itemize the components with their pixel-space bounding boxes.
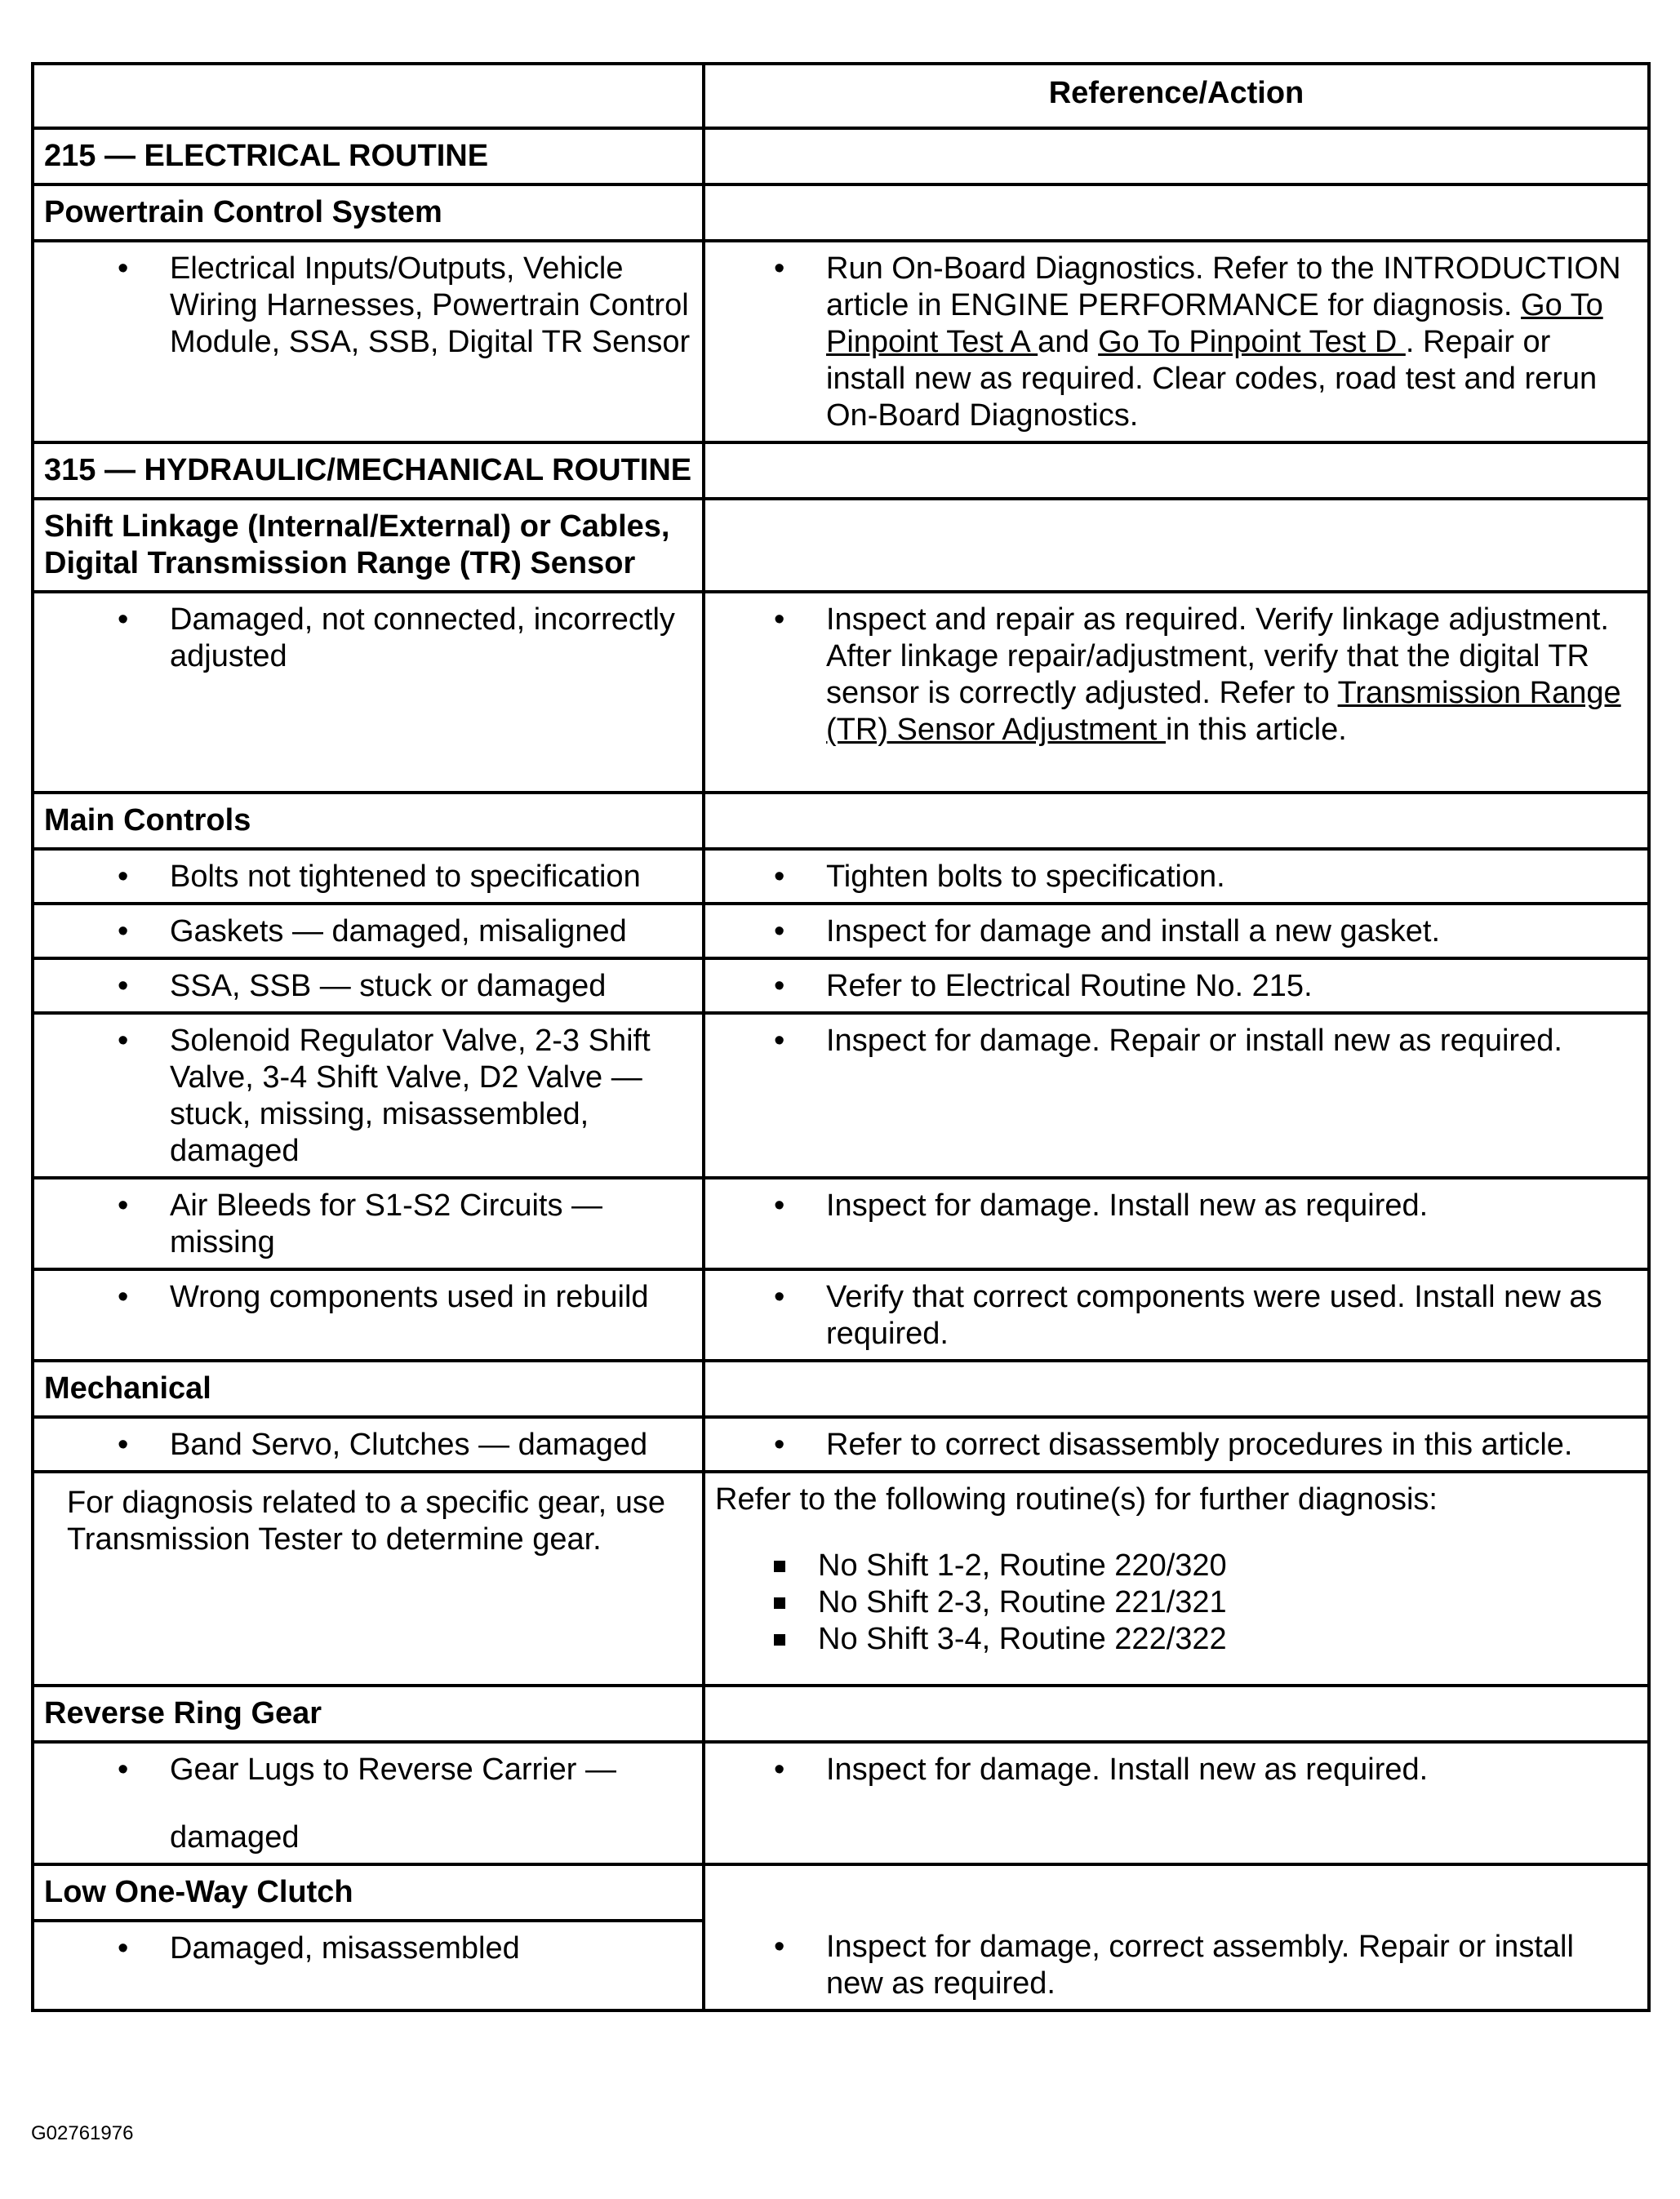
section-row-315	[33, 442, 1649, 499]
diagnosis-table	[31, 62, 1651, 2012]
subsection-title: Mechanical	[33, 1361, 704, 1417]
action-text: Inspect for damage. Install new as required.	[826, 1753, 1429, 1787]
bullet-icon: •	[118, 914, 129, 948]
bullet-icon: •	[118, 251, 129, 286]
cause-text: Gaskets — damaged, misaligned	[170, 914, 627, 948]
action-cell	[704, 1742, 1649, 1864]
bullet-icon: •	[774, 251, 785, 286]
subsection-title: Shift Linkage (Internal/External) or Cables, Digital Transmission Range (TR) Sensor	[33, 499, 704, 592]
empty-cell	[704, 499, 1649, 592]
routine-link[interactable]: No Shift 3-4, Routine 222/322	[818, 1622, 1227, 1656]
action-cell	[704, 241, 1649, 442]
cause-cell	[33, 1921, 704, 2010]
subsection-row-reverse-ring-gear	[33, 1686, 1649, 1742]
routine-intro-text: Refer to the following routine(s) for further diagnosis:	[715, 1482, 1438, 1517]
gear-note-cell: For diagnosis related to a specific gear, use Transmission Tester to determine gear.	[33, 1472, 704, 1686]
empty-cell	[704, 1361, 1649, 1417]
square-bullet-icon	[774, 1561, 785, 1572]
bullet-icon: •	[774, 1280, 785, 1314]
square-bullet-icon	[774, 1597, 785, 1609]
bullet-icon: •	[774, 602, 785, 637]
cause-text-part: damaged	[170, 1820, 300, 1855]
bullet-icon: •	[118, 1024, 129, 1058]
subsection-title: Powertrain Control System	[33, 184, 704, 241]
bullet-icon: •	[118, 1188, 129, 1223]
bullet-icon: •	[774, 1753, 785, 1787]
cause-text: Wrong components used in rebuild	[170, 1280, 649, 1314]
action-cell	[704, 592, 1649, 793]
empty-cell	[704, 184, 1649, 241]
header-cell-reference-action: Reference/Action	[704, 64, 1649, 128]
table-row	[33, 1178, 1649, 1269]
bullet-icon: •	[118, 860, 129, 894]
bullet-icon: •	[774, 1188, 785, 1223]
action-text: Verify that correct components were used. Install new as required.	[826, 1280, 1602, 1351]
action-text-part: in this article.	[1166, 713, 1347, 747]
action-cell	[704, 849, 1649, 904]
table-row	[33, 1417, 1649, 1472]
subsection-title: Reverse Ring Gear	[33, 1686, 704, 1742]
empty-cell	[704, 793, 1649, 849]
table-row	[33, 1742, 1649, 1864]
bullet-icon: •	[774, 1428, 785, 1462]
bullet-icon: •	[774, 914, 785, 948]
cause-text	[170, 1752, 692, 1856]
cause-cell	[33, 958, 704, 1013]
pinpoint-test-d-link[interactable]: Go To Pinpoint Test D	[1098, 325, 1406, 359]
action-text	[826, 251, 1638, 434]
routine-link[interactable]: No Shift 2-3, Routine 221/321	[818, 1585, 1227, 1619]
action-text	[826, 602, 1638, 749]
subsection-row-shift-linkage	[33, 499, 1649, 592]
subsection-row-main-controls	[33, 793, 1649, 849]
subsection-title: Low One-Way Clutch	[33, 1864, 704, 1921]
action-text: Inspect for damage, correct assembly. Repair or install new as required.	[826, 1930, 1574, 2001]
table-row	[33, 958, 1649, 1013]
bullet-icon: •	[118, 1428, 129, 1462]
table-header-row	[33, 64, 1649, 128]
empty-cell	[704, 1686, 1649, 1742]
section-row-215	[33, 128, 1649, 184]
table-row	[33, 904, 1649, 958]
gear-note-row	[33, 1472, 1649, 1686]
table-row	[33, 1269, 1649, 1361]
section-title: 215 — ELECTRICAL ROUTINE	[33, 128, 704, 184]
cause-text: Band Servo, Clutches — damaged	[170, 1428, 648, 1462]
action-text: Refer to correct disassembly procedures in this article.	[826, 1428, 1573, 1462]
action-text-part: . Repair or install new as required. Clear codes, road test and rerun On-Board Diagnostics.	[826, 325, 1598, 433]
figure-code: G02761976	[31, 2122, 134, 2144]
bullet-icon: •	[118, 1280, 129, 1314]
subsection-title: Main Controls	[33, 793, 704, 849]
action-text-part: and	[1038, 325, 1099, 359]
cause-cell	[33, 1742, 704, 1864]
bullet-icon: •	[774, 860, 785, 894]
cause-text: Electrical Inputs/Outputs, Vehicle Wiring Harnesses, Powertrain Control Module, SSA, SSB, Digital TR Sensor	[170, 251, 691, 359]
action-text: Refer to Electrical Routine No. 215.	[826, 969, 1313, 1003]
cause-text: Damaged, not connected, incorrectly adjusted	[170, 602, 675, 673]
action-cell	[704, 1178, 1649, 1269]
subsection-row-low-one-way-clutch	[33, 1864, 1649, 1921]
cause-cell	[33, 1269, 704, 1361]
bullet-icon: •	[118, 969, 129, 1003]
cause-text: Air Bleeds for S1-S2 Circuits — missing	[170, 1188, 603, 1259]
cause-cell	[33, 241, 704, 442]
table-row	[33, 241, 1649, 442]
table-row	[33, 592, 1649, 793]
cause-text: Solenoid Regulator Valve, 2-3 Shift Valve, 3-4 Shift Valve, D2 Valve — stuck, missing, misassembled, damaged	[170, 1024, 651, 1168]
action-text: Inspect for damage. Repair or install new as required.	[826, 1024, 1562, 1058]
action-text: Tighten bolts to specification.	[826, 860, 1225, 894]
action-text: Inspect for damage and install a new gasket.	[826, 914, 1441, 948]
tr-sensor-adjustment-link[interactable]: Transmission Range (TR) Sensor Adjustment	[826, 676, 1621, 747]
cause-cell	[33, 1013, 704, 1178]
cause-text: Bolts not tightened to specification	[170, 860, 641, 894]
cause-cell	[33, 904, 704, 958]
cause-text: SSA, SSB — stuck or damaged	[170, 969, 607, 1003]
action-text-part: Run On-Board Diagnostics. Refer to the INTRODUCTION article in ENGINE PERFORMANCE for diagnosis.	[826, 251, 1621, 322]
bullet-icon: •	[118, 1753, 129, 1787]
empty-cell	[704, 128, 1649, 184]
header-cell-condition	[33, 64, 704, 128]
action-text-part: Inspect and repair as required. Verify linkage adjustment. After linkage repair/adjustment, verify that the digital TR sensor is correctly adjusted. Refer to	[826, 602, 1609, 710]
action-cell	[704, 958, 1649, 1013]
table-row	[33, 849, 1649, 904]
action-text: Inspect for damage. Install new as required.	[826, 1188, 1429, 1223]
routine-link[interactable]: No Shift 1-2, Routine 220/320	[818, 1548, 1227, 1583]
bullet-icon: •	[118, 602, 129, 637]
table-row	[33, 1013, 1649, 1178]
cause-cell	[33, 849, 704, 904]
cause-cell	[33, 1178, 704, 1269]
subsection-row-powertrain	[33, 184, 1649, 241]
action-cell	[704, 1417, 1649, 1472]
routine-reference-cell	[704, 1472, 1649, 1686]
cause-text: Damaged, misassembled	[170, 1931, 520, 1966]
empty-cell	[704, 442, 1649, 499]
subsection-row-mechanical	[33, 1361, 1649, 1417]
diagnosis-table-document	[31, 62, 1647, 2012]
bullet-icon: •	[118, 1931, 129, 1966]
pinpoint-test-a-link[interactable]: Go To Pinpoint Test A	[826, 288, 1603, 359]
action-cell	[704, 904, 1649, 958]
bullet-icon: •	[774, 969, 785, 1003]
action-cell	[704, 1013, 1649, 1178]
cause-cell	[33, 592, 704, 793]
bullet-icon: •	[774, 1930, 785, 1964]
square-bullet-icon	[774, 1634, 785, 1646]
action-cell	[704, 1269, 1649, 1361]
cause-cell	[33, 1417, 704, 1472]
bullet-icon: •	[774, 1024, 785, 1058]
cause-text-part: Gear Lugs to Reverse Carrier —	[170, 1753, 616, 1787]
empty-cell	[704, 1864, 1649, 2010]
section-title: 315 — HYDRAULIC/MECHANICAL ROUTINE	[33, 442, 704, 499]
